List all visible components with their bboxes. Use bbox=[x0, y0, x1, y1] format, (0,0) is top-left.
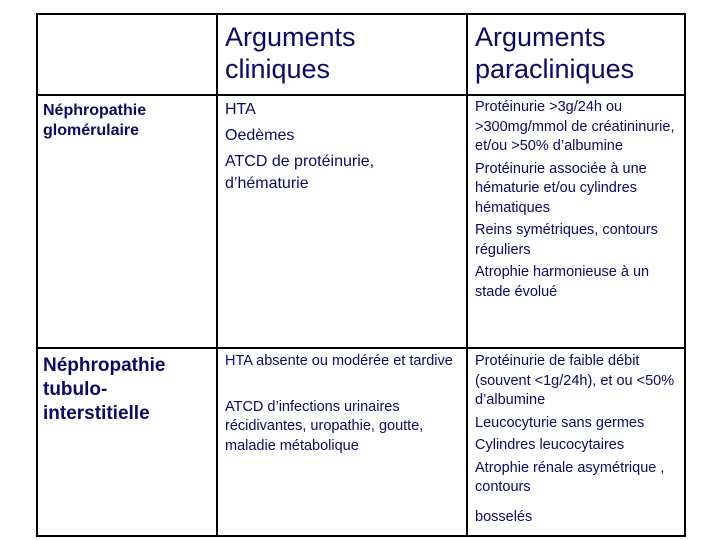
clinical-item: ATCD d’infections urinaires récidivantes, uropathie, goutte, maladie métabolique bbox=[225, 398, 424, 454]
clinical-item: HTA bbox=[225, 101, 256, 118]
table-divider-col2 bbox=[466, 13, 468, 537]
paraclinical-item: Protéinurie de faible débit (souvent <1g/24h), et ou <50% d’albumine bbox=[475, 353, 675, 408]
clinical-item: HTA absente ou modérée et tardive bbox=[225, 353, 453, 369]
header-clinical-text: Arguments cliniques bbox=[225, 22, 356, 84]
row-label-glomerular bbox=[43, 101, 208, 141]
table-divider-col1 bbox=[216, 13, 218, 537]
row-label-tubulointerstitial bbox=[43, 354, 193, 426]
header-clinical bbox=[225, 21, 425, 85]
paraclinical-item: Atrophie harmonieuse à un stade évolué bbox=[475, 264, 650, 300]
paraclinical-tubulointerstitial bbox=[475, 352, 680, 527]
table-divider-row bbox=[36, 347, 686, 349]
table-border-top bbox=[36, 13, 686, 15]
table-border-bottom bbox=[36, 535, 686, 537]
table-border-left bbox=[36, 13, 38, 537]
table-divider-header bbox=[36, 94, 686, 96]
paraclinical-item: Atrophie rénale asymétrique , contours bbox=[475, 459, 665, 495]
clinical-item: ATCD de protéinurie, d’hématurie bbox=[225, 153, 375, 192]
paraclinical-glomerular bbox=[475, 98, 680, 302]
comparison-table bbox=[36, 13, 686, 537]
table-border-right bbox=[684, 13, 686, 537]
paraclinical-item: Protéinurie >3g/24h ou >300mg/mmol de créatininurie, et/ou >50% d’albumine bbox=[475, 99, 675, 154]
header-paraclinical bbox=[475, 21, 680, 85]
header-paraclinical-text: Arguments paracliniques bbox=[475, 22, 635, 84]
paraclinical-item: bosselés bbox=[475, 508, 533, 525]
clinical-tubulointerstitial bbox=[225, 352, 457, 456]
row-label-text: Néphropathie tubulo-interstitielle bbox=[43, 355, 166, 424]
clinical-glomerular bbox=[225, 99, 461, 195]
clinical-item: Oedèmes bbox=[225, 127, 295, 144]
paraclinical-item: Protéinurie associée à une hématurie et/ou cylindres hématiques bbox=[475, 160, 647, 216]
paraclinical-item: Cylindres leucocytaires bbox=[475, 437, 625, 453]
paraclinical-item: Leucocyturie sans germes bbox=[475, 414, 645, 431]
paraclinical-item: Reins symétriques, contours réguliers bbox=[475, 222, 658, 258]
row-label-text: Néphropathie glomérulaire bbox=[43, 102, 147, 139]
